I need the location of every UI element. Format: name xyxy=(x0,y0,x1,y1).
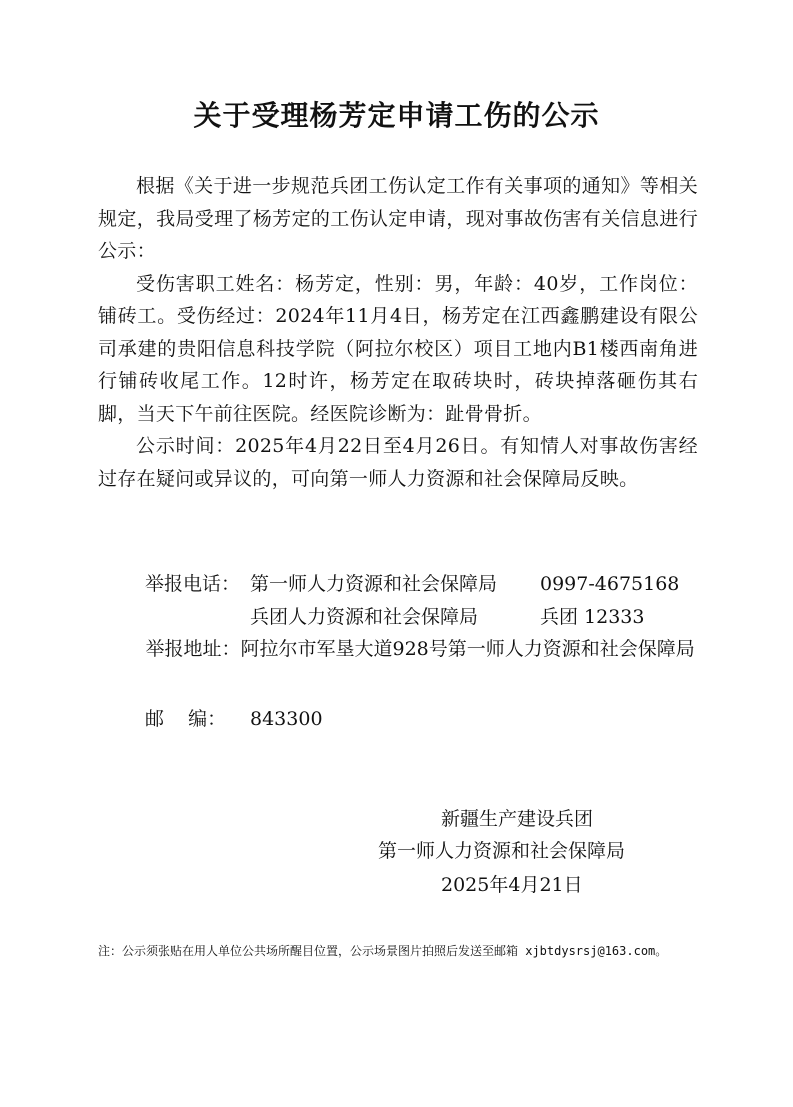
postal-code-label: 邮 编： xyxy=(145,708,227,730)
report-phone-org-2: 兵团人力资源和社会保障局 xyxy=(250,606,479,628)
postal-code-row xyxy=(145,703,323,735)
report-phone-number-1: 0997-4675168 xyxy=(540,573,680,595)
report-address: 举报地址：阿拉尔市军垦大道928号第一师人力资源和社会保障局 xyxy=(145,638,695,660)
page-title: 关于受理杨芳定申请工伤的公示 xyxy=(193,99,600,132)
report-phone-label: 举报电话： xyxy=(145,573,241,595)
signature-date: 2025年4月21日 xyxy=(441,874,583,896)
footnote: 注：公示须张贴在用人单位公共场所醒目位置，公示场景图片拍照后发送至邮箱 xjbtdysrsj@163.com。 xyxy=(98,944,668,958)
paragraph-intro: 根据《关于进一步规范兵团工伤认定工作有关事项的通知》等相关规定，我局受理了杨芳定的工伤认定申请，现对事故伤害有关信息进行公示： xyxy=(98,175,698,262)
announcement-body xyxy=(98,170,698,495)
report-phone-number-2: 兵团 12333 xyxy=(540,606,645,628)
report-phone-org-1: 第一师人力资源和社会保障局 xyxy=(250,573,498,595)
paragraph-publicity-period: 公示时间：2025年4月22日至4月26日。有知情人对事故伤害经过存在疑问或异议的，可向第一师人力资源和社会保障局反映。 xyxy=(98,435,698,490)
signature-org-1: 新疆生产建设兵团 xyxy=(441,808,594,830)
postal-code-value: 843300 xyxy=(250,708,323,730)
report-phone-row-2 xyxy=(145,601,644,633)
paragraph-injury-details: 受伤害职工姓名：杨芳定，性别：男，年龄：40岁，工作岗位：铺砖工。受伤经过：2024年11月4日，杨芳定在江西鑫鹏建设有限公司承建的贵阳信息科技学院（阿拉尔校区）项目工地内B1楼西南角进行铺砖收尾工作。12时许，杨芳定在取砖块时，砖块掉落砸伤其右脚，当天下午前往医院。经医院诊断为：趾骨骨折。 xyxy=(98,272,698,425)
report-phone-row-1 xyxy=(145,568,679,600)
signature-org-2: 第一师人力资源和社会保障局 xyxy=(378,840,626,862)
